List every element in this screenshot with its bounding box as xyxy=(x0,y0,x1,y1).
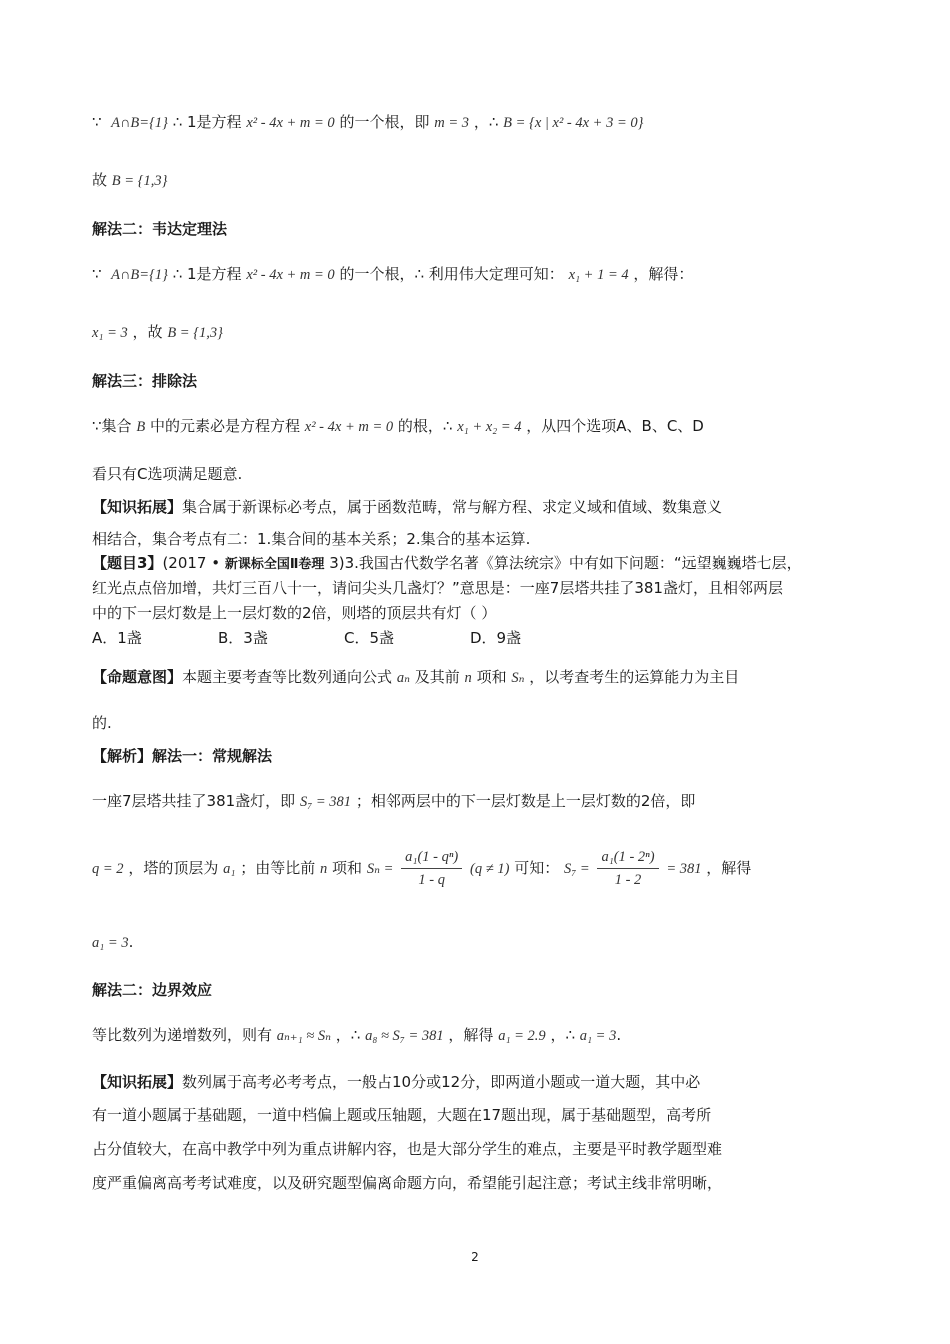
solution-line-1 xyxy=(92,112,643,133)
text: 的一个根，即 xyxy=(339,113,430,131)
section-tag: 【知识拓展】 xyxy=(92,498,183,516)
solution-line-7 xyxy=(92,416,704,437)
math-set-intersection: A∩B={1} xyxy=(111,267,168,283)
text: 及其前 xyxy=(414,668,460,686)
knowledge-extension-4: 有一道小题属于基础题，一道中档偏上题或压轴题，大题在17题出现，属于基础题型，高考所 xyxy=(92,1106,712,1124)
text: ；由等比前 xyxy=(240,859,316,877)
text: 的一个根，∴ 利用伟大定理可知： xyxy=(339,265,564,283)
text: 的根，∴ xyxy=(397,417,453,435)
text: 一座7层塔共挂了381盏灯，即 xyxy=(92,792,296,810)
analysis-line-2 xyxy=(92,848,751,889)
math-symbol: Sₙ xyxy=(511,670,525,686)
text: ，∴ xyxy=(550,1026,580,1044)
text: 项和 xyxy=(332,859,363,877)
text: 可知： xyxy=(514,859,560,877)
section-tag: 【命题意图】 xyxy=(92,668,183,686)
question-tag: 【题目3】 xyxy=(92,554,163,572)
knowledge-extension-3 xyxy=(92,1072,700,1092)
math-equation: x₁ + 1 = 4 xyxy=(568,267,629,283)
text: 项和 xyxy=(476,668,507,686)
text: . xyxy=(616,1026,622,1044)
knowledge-extension-1 xyxy=(92,497,722,517)
math-symbol: Sₙ = xyxy=(366,861,394,877)
math-equation: a₁ = 3 xyxy=(92,935,129,951)
question-3-line-3: 中的下一层灯数是上一层灯数的2倍，则塔的顶层共有灯（ ） xyxy=(92,604,497,622)
text: ，∴ xyxy=(335,1026,361,1044)
option-c: C．5盏 xyxy=(344,629,395,647)
math-symbol: S₇ = xyxy=(563,861,590,877)
math-set-b: B = {x | x² - 4x + 3 = 0} xyxy=(503,115,644,131)
analysis-line-3 xyxy=(92,932,133,953)
solution-line-5 xyxy=(92,322,223,343)
math-set-b: B = {1,3} xyxy=(167,325,223,341)
math-equation: a₁ = 2.9 xyxy=(498,1028,546,1044)
analysis-heading xyxy=(92,746,272,766)
option-a: A．1盏 xyxy=(92,629,142,647)
text: 数列属于高考必考考点，一般占10分或12分，即两道小题或一道大题，其中必 xyxy=(182,1073,701,1091)
sum-formula-fraction xyxy=(401,848,462,889)
question-3-line-1 xyxy=(92,553,802,575)
text: ，∴ xyxy=(473,113,499,131)
solution-line-2 xyxy=(92,170,167,191)
text: 故 xyxy=(92,171,112,189)
math-set-intersection: A∩B={1} xyxy=(111,115,168,131)
knowledge-extension-6: 度严重偏离高考考试难度，以及研究题型偏离命题方向，希望能引起注意；考试主线非常明晰， xyxy=(92,1174,723,1192)
math-equation: a₈ ≈ S₇ = 381 xyxy=(365,1028,444,1044)
analysis-line-4 xyxy=(92,1025,621,1046)
fraction-numerator: a₁(1 - 2ⁿ) xyxy=(597,848,658,869)
math-equation: m = 3 xyxy=(434,115,470,131)
s7-fraction xyxy=(597,848,658,889)
page-number: 2 xyxy=(471,1250,479,1264)
solution-line-4 xyxy=(92,264,693,285)
text: 集合属于新课标必考点，属于函数范畴，常与解方程、求定义域和值域、数集意义 xyxy=(182,498,723,516)
text: ∵集合 xyxy=(92,417,132,435)
knowledge-extension-2: 相结合，集合考点有二：1.集合间的基本关系；2.集合的基本运算. xyxy=(92,530,531,548)
math-equation: x² - 4x + m = 0 xyxy=(246,267,335,283)
question-source: 新课标全国Ⅱ卷理 xyxy=(224,557,325,572)
because-symbol: ∵ xyxy=(92,265,102,283)
analysis-line-1 xyxy=(92,791,695,812)
text: 3)3.我国古代数学名著《算法统宗》中有如下问题：“远望巍巍塔七层， xyxy=(324,554,802,572)
text: (2017 • xyxy=(162,554,225,572)
fraction-numerator: a₁(1 - qⁿ) xyxy=(401,848,462,869)
math-symbol: aₙ xyxy=(396,670,410,686)
math-symbol: B xyxy=(136,419,146,435)
method-2-boundary-heading: 解法二：边界效应 xyxy=(92,981,213,999)
method-2-heading: 解法二：韦达定理法 xyxy=(92,220,228,238)
text: . xyxy=(128,933,134,951)
math-equation: x₁ = 3 xyxy=(92,325,128,341)
because-symbol: ∵ xyxy=(92,113,102,131)
math-symbol: n xyxy=(464,670,472,686)
math-equation: aₙ₊₁ ≈ Sₙ xyxy=(276,1028,331,1044)
text: ，塔的顶层为 xyxy=(128,859,219,877)
math-equation: a₁ = 3 xyxy=(579,1028,617,1044)
math-equation: x² - 4x + m = 0 xyxy=(304,419,394,435)
method-3-heading: 解法三：排除法 xyxy=(92,372,198,390)
math-equation: S₇ = 381 xyxy=(299,794,352,810)
text: ；相邻两层中的下一层灯数是上一层灯数的2倍，即 xyxy=(355,792,696,810)
text: ，解得： xyxy=(633,265,694,283)
knowledge-extension-5: 占分值较大，在高中教学中列为重点讲解内容，也是大部分学生的难点，主要是平时教学题型难 xyxy=(92,1140,723,1158)
proposition-intent xyxy=(92,667,739,688)
math-set-b: B = {1,3} xyxy=(111,173,168,189)
text: 本题主要考查等比数列通向公式 xyxy=(182,668,393,686)
math-equation: x₁ + x₂ = 4 xyxy=(457,419,522,435)
text: ，从四个选项A、B、C、D xyxy=(526,417,704,435)
math-equation: q = 2 xyxy=(92,861,124,877)
section-tag: 【知识拓展】 xyxy=(92,1073,183,1091)
text: ，以考查考生的运算能力为主目 xyxy=(529,668,740,686)
math-equation: x² - 4x + m = 0 xyxy=(246,115,335,131)
math-symbol: a₁ xyxy=(223,861,236,877)
section-tag: 【解析】 xyxy=(92,747,153,765)
text: 等比数列为递增数列，则有 xyxy=(92,1026,273,1044)
math-equation: = 381 xyxy=(666,861,702,877)
math-condition: (q ≠ 1) xyxy=(470,861,510,877)
fraction-denominator: 1 - q xyxy=(418,872,445,888)
method-1-heading: 解法一：常规解法 xyxy=(152,747,273,765)
text: ，解得 xyxy=(706,859,752,877)
text: ∴ 1是方程 xyxy=(172,265,242,283)
text: ∴ 1是方程 xyxy=(172,113,242,131)
math-symbol: n xyxy=(320,861,328,877)
solution-line-8: 看只有C选项满足题意. xyxy=(92,465,243,483)
text: ，解得 xyxy=(448,1026,494,1044)
text: ，故 xyxy=(132,323,168,341)
text: 中的元素必是方程方程 xyxy=(149,417,300,435)
question-3-line-2: 红光点点倍加增，共灯三百八十一，请问尖头几盏灯？”意思是：一座7层塔共挂了381盏灯，且相邻两层 xyxy=(92,579,783,597)
proposition-intent-cont: 的. xyxy=(92,714,112,732)
answer-options xyxy=(92,628,596,648)
option-b: B．3盏 xyxy=(218,629,268,647)
fraction-denominator: 1 - 2 xyxy=(614,872,642,888)
option-d: D．9盏 xyxy=(470,629,522,647)
